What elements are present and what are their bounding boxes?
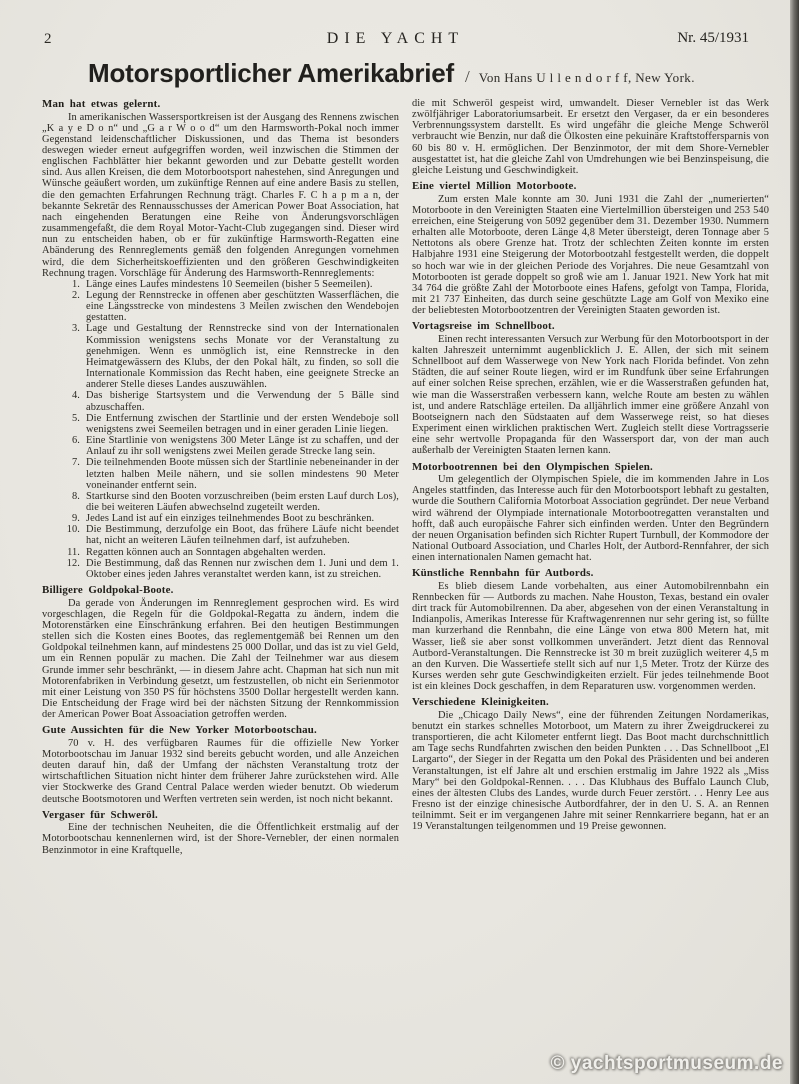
list-item-number: 1. <box>72 278 80 290</box>
list-item <box>42 558 399 580</box>
harmsworth-proposal-list <box>42 279 399 580</box>
section-heading: Man hat etwas gelernt. <box>42 98 161 110</box>
list-item-text: Jedes Land ist auf ein einziges teilnehmendes Boot zu beschränken. <box>86 513 375 525</box>
list-item-text: Eine Startlinie von wenigstens 300 Meter Länge ist zu schaffen, und der Anlauf zu ihr soll wenigstens zwei Meilen gerade Strecke lang sein. <box>86 435 399 458</box>
list-item-text: Startkurse sind den Booten vorzuschreiben (beim ersten Lauf durch Los), die bei weiteren Läufen abwechselnd zugeteilt werden. <box>86 490 399 513</box>
section-heading: Eine viertel Million Motorboote. <box>412 180 577 193</box>
list-item-number: 12. <box>66 557 80 569</box>
article-columns <box>42 98 769 856</box>
title-separator: / <box>464 67 470 86</box>
list-item <box>42 435 399 457</box>
list-item-number: 9. <box>72 513 80 525</box>
list-item-number: 5. <box>72 412 80 424</box>
list-item-number: 7. <box>72 457 80 469</box>
list-item-text: Länge eines Laufes mindestens 10 Seemeilen (bisher 5 Seemeilen). <box>86 278 373 290</box>
list-item <box>42 524 399 546</box>
section-heading: Verschiedene Kleinigkeiten. <box>412 696 549 709</box>
issue-number: Nr. 45/1931 <box>677 30 749 46</box>
list-item <box>42 491 399 513</box>
article-byline: Von Hans U l l e n d o r f f, New York. <box>478 70 695 85</box>
section-heading: Billigere Goldpokal-Boote. <box>42 584 174 597</box>
left-column <box>42 98 399 856</box>
list-item <box>42 390 399 412</box>
list-item <box>42 413 399 435</box>
page-header <box>42 28 749 50</box>
section-paragraph: Die „Chicago Daily News“, eine der führenden Zeitungen Nordamerikas, benutzt ein starkes schnelles Motorboot, um Matern zu ihrer Zweigdruckerei zu transportieren, die acht Kilometer entfernt liegt. Das Boot macht durchschnittlich am Tage sechs Rundfahrten zwischen den beiden Punkten . . . Das Schnellboot „El Largarto“, der Sieger in der Regatta um den Pokal des Präsidenten und bei anderen Veranstaltungen, ist elf Jahre alt und erschien erstmalig im Jahre 1922 als „Miss Mary“ bei den Goldpokal-Rennen. . . . Das Klubhaus des Buffalo Launch Club, eines der ältesten Clubs des Landes, wurde durch Feuer zerstört. . . Henry Lee aus Fresno ist der einzige chinesische Autbordfahrer, der in den U. S. A. an Rennen teilnimmt. Seit er im vergangenen Jahre mit seiner Rennkarriere begann, hat er an 19 Veranstaltungen teilgenommen und 19 Preise gewonnen. <box>412 709 769 833</box>
section-paragraph: In amerikanischen Wassersportkreisen ist der Ausgang des Rennens zwischen „K a y e D o n“ und „G a r W o o d“ um den Harmsworth-Pokal noch immer Gegenstand leidenschaftlicher Diskussionen, und das Thema ist besonders deswegen wieder erneut aufgegriffen worden, weil inzwischen die Stimmen der englischen Fachblätter hier bekannt geworden und zur Debatte gestellt worden sind. Aus allen Kreisen, die dem Motorbootsport nahestehen, sind Anregungen und Wünsche geäußert worden, um zukünftige Rennen auf eine andere Basis zu stellen, die den gemachten Erfahrungen Rechnung trägt. Charles F. C h a p m a n, der bekannte Sekretär des Rennausschusses der American Power Boat Association, hat nach eingehenden Beratungen eine Reihe von Änderungsvorschlägen zusammengefaßt, die dem Royal Motor-Yacht-Club zugegangen sind. Dieser wird nun zu entscheiden haben, ob er für zukünftige Harmsworth-Regatten eine Abänderung des Rennreglements gemäß den folgenden Anregungen vornehmen wird, die dem Sicherheitskoeffizienten und den größeren Geschwindigkeiten Rechnung tragen. Vorschläge für Änderung des Harmsworth-Rennreglements: <box>42 111 399 279</box>
continuation-paragraph: die mit Schweröl gespeist wird, umwandelt. Dieser Vernebler ist das Werk zwölfjähriger Laboratoriumsarbeit. Er ersetzt den Vergaser, da er ein besonderes Verbrennungssystem darstellt. Es wird ungefähr die gleiche Menge Schweröl verbraucht wie Benzin, nur daß die Ölkosten eine pekuinäre Kraftstoffersparnis von 60 bis 80 v. H. ermöglichen. Der Benzinmotor, der mit dem Shore-Vernebler ausgestattet ist, hat die gleiche Zahl von Umdrehungen wie bei Benzinspeisung, die gleiche Leistung und Geschwindigkeit. <box>412 98 769 176</box>
section-paragraph: Da gerade von Änderungen im Rennreglement gesprochen wird. Es wird vorgeschlagen, die Regeln für die Goldpokal-Regatta zu ändern, indem die Motorenstärken eine Einschränkung erfahren. Bei den heutigen Bestimmungen stellen sich die Kosten eines Bootes, das reglementgemäß bei Rennen um den Goldpokal teilnehmen kann, auf mindestens 25 000 Dollar, und das ist zu viel Geld, um ein Rennen populär zu machen. Die Zahl der Teilnehmer war aus diesem Grunde immer sehr beschränkt, — in diesem Jahre acht. Chapman hat sich nun mit Motorenfabriken in Verbindung gesetzt, um festzustellen, ob nicht ein Serienmotor mit einer Leistung von 350 PS für höchstens 3500 Dollar hergestellt werden kann. Die Entscheidung der Frage wird bei der nächsten Sitzung der Rennkommission der American Power Boat Assoaciation getroffen werden. <box>42 597 399 721</box>
section-heading: Vergaser für Schweröl. <box>42 808 158 821</box>
list-item <box>42 457 399 490</box>
section-heading: Künstliche Rennbahn für Autbords. <box>412 567 594 580</box>
section-heading: Gute Aussichten für die New Yorker Motorbootschau. <box>42 724 317 737</box>
list-item-number: 10. <box>66 524 80 536</box>
section-paragraph: Es blieb diesem Lande vorbehalten, aus einer Automobilrennbahn ein Rennbecken für — Autbords zu machen. Nahe Houston, Texas, bestand ein ovaler dirt track für Automobilrennen. Da aber, abgesehen von der einen Veranstaltung in Indianpolis, Amerikas Interesse für Kraftwagenrennen nur sehr gering ist, so füllte man kurzerhand die Rennbahn, die eine Länge von etwa 800 Metern hat, mit Wasser, ließ sie aber sonst vollkommen unverändert. Jetzt dient das Rennoval Autbord-Veranstaltungen. Die Rennstrecke ist 30 m breit zuzüglich weiterer 4,5 m an den Kurven. Die Wassertiefe stellt sich auf nur 1,5 Meter. Trotz der Kürze des Kurses werden sehr gute Geschwindigkeiten erzielt. Für jedes teilnehmende Boot ist ein kleines Dock geschaffen, in dem Reparaturen usw. vorgenommen werden. <box>412 580 769 693</box>
list-item-text: Die teilnehmenden Boote müssen sich der Startlinie nebeneinander in der letzten halben Meile nähern, und sie sollen mindestens 90 Meter voneinander entfernt sein. <box>86 457 399 491</box>
list-item <box>42 513 399 524</box>
watermark: © yachtsportmuseum.de <box>550 1053 783 1074</box>
list-item-number: 3. <box>72 323 80 335</box>
scan-edge <box>790 0 799 1084</box>
list-item-number: 2. <box>72 290 80 301</box>
list-item-text: Lage und Gestaltung der Rennstrecke sind von der Internationalen Kommission wenigstens sechs Monate vor der Veranstaltung zu genehmigen. Wenn es unmöglich ist, eine Rennstrecke in den Heimatgewässern des Klubs, der den Pokal hält, zu finden, so soll die Internationale Kommission das Recht haben, eine geeignete Strecke an anderer Stelle dieses Landes auszuwählen. <box>86 323 399 391</box>
section-heading: Motorbootrennen bei den Olympischen Spielen. <box>412 460 653 473</box>
journal-title: DIE YACHT <box>326 30 465 47</box>
section-paragraph: Einen recht interessanten Versuch zur Werbung für den Motorbootsport in der kalten Jahreszeit unternimmt augenblicklich J. E. Allen, der sich mit seinem Schnellboot auf dem Wasserwege von New York nach Florida befindet. Von zehn Städten, die auf seiner Route liegen, wird er im Rundfunk über seine Erfahrungen auf einer solchen Reise sprechen, erzählen, wie er die Wasserstraßen gefunden hat, wie man die Wasserstraßen verbessern kann, welche Route am besten zu wählen ist, und andere Ratschläge erteilen. Da alljährlich immer eine größere Anzahl von Bootseignern nach den Südstaaten auf dem Wasserwege reist, so hat dieses Experiment einen wirklichen praktischen Wert. Zugleich stellt diese Vortragsserie eine sehr wertvolle Propaganda für den Wassersport dar, von der man auch außerhalb der Vereinigten Staaten lernen kann. <box>412 333 769 457</box>
article-title-line <box>88 58 779 89</box>
right-column <box>412 98 769 856</box>
list-item <box>42 323 399 390</box>
section-paragraph: Um gelegentlich der Olympischen Spiele, die im kommenden Jahre in Los Angeles stattfinden, das Interesse auch für den Motorbootsport lebhaft zu gestalten, wurde die Southern California Motorboat Association gegründet. Der neue Verband wird während der Olympiade internationale Motorbootregatten veranstalten und hofft, daß auch europäische Fahrer sich einfinden werden. Unter den Begründern der neuen Organisation befinden sich Richter Rupert Turnbull, der Kommodore der National Outboard Association, und Charles Holt, der Autbord-Rennfahrer, der sich einen internationalen Namen gemacht hat. <box>412 474 769 564</box>
list-item-text: Die Entfernung zwischen der Startlinie und der ersten Wendeboje soll wenigstens zwei Seemeilen betragen und in einer geraden Linie liegen. <box>86 412 399 435</box>
list-item-text: Die Bestimmung, daß das Rennen nur zwischen dem 1. Juni und dem 1. Oktober eines jeden Jahres veranstaltet werden kann, ist zu streichen. <box>86 557 399 580</box>
section-paragraph: 70 v. H. des verfügbaren Raumes für die offizielle New Yorker Motorbootschau im Januar 1932 sind bereits gebucht worden, und alle Anzeichen deuten darauf hin, daß der Umfang der nächsten Veranstaltung trotz der wirtschaftlichen Situation nicht hinter dem früherer Jahre zurückstehen wird. Alle vier Stockwerke des Grand Central Palace werden wieder benutzt. Ob wiederum deutsche Bootsmotoren und Werften vertreten sein werden, ist noch nicht bekannt. <box>42 737 399 805</box>
list-item <box>42 290 399 323</box>
section-paragraph: Eine der technischen Neuheiten, die die Öffentlichkeit erstmalig auf der Motorbootschau kennenlernen wird, ist der Shore-Vernebler, der einen normalen Benzinmotor in eine Kraftquelle, <box>42 822 399 856</box>
list-item <box>42 279 399 290</box>
article-title: Motorsportlicher Amerikabrief <box>88 58 454 88</box>
list-item-number: 11. <box>67 546 80 558</box>
list-item-number: 4. <box>72 390 80 402</box>
list-item-text: Die Bestimmung, derzufolge ein Boot, das frühere Läufe nicht beendet hat, nicht an weiteren Läufen teilnehmen darf, ist aufzuheben. <box>86 524 399 547</box>
section-heading: Vortagsreise im Schnellboot. <box>412 320 555 333</box>
page-number: 2 <box>44 31 52 47</box>
section-paragraph: Zum ersten Male konnte am 30. Juni 1931 die Zahl der „numerierten“ Motorboote in den Vereinigten Staaten eine Viertelmillion übersteigen und 253 540 erreichen, eine Steigerung von 5092 gegenüber dem 31. Dezember 1930. Nummern erhalten alle Motorboote, deren Länge 4,8 Meter übersteigt, deren Tonnage aber 5 Nettotons als obere Grenze hat. Trotz der schlechten Zeiten konnte im ersten Halbjahre 1931 eine Steigerung der Motorbootzahl festgestellt werden, die doppelt so hoch war wie in der gleichen Periode des Vorjahres. Die neue Gesamtzahl von Motorbooten ist gerade doppelt so groß wie am 1. Januar 1921. New York hat mit 34 764 die größte Zahl der Motorboote eines Hafens, gefolgt von Tampa, Florida, mit 21 737 Einheiten, das durch seine geschützte Lage am Golf von Mexiko eine der beliebtesten Motorbootzentren der Vereinigten Staaten geworden ist. <box>412 193 769 317</box>
list-item <box>42 547 399 558</box>
list-item-text: Das bisherige Startsystem und die Verwendung der 5 Bälle sind abzuschaffen. <box>86 390 399 413</box>
list-item-text: Legung der Rennstrecke in offenen aber geschützten Wasserflächen, die eine Längsstrecke von mindestens 3 Meilen zwischen den Wendebojen gestatten. <box>86 290 399 324</box>
list-item-number: 6. <box>72 435 80 447</box>
list-item-text: Regatten können auch an Sonntagen abgehalten werden. <box>86 546 326 558</box>
list-item-number: 8. <box>72 490 80 502</box>
